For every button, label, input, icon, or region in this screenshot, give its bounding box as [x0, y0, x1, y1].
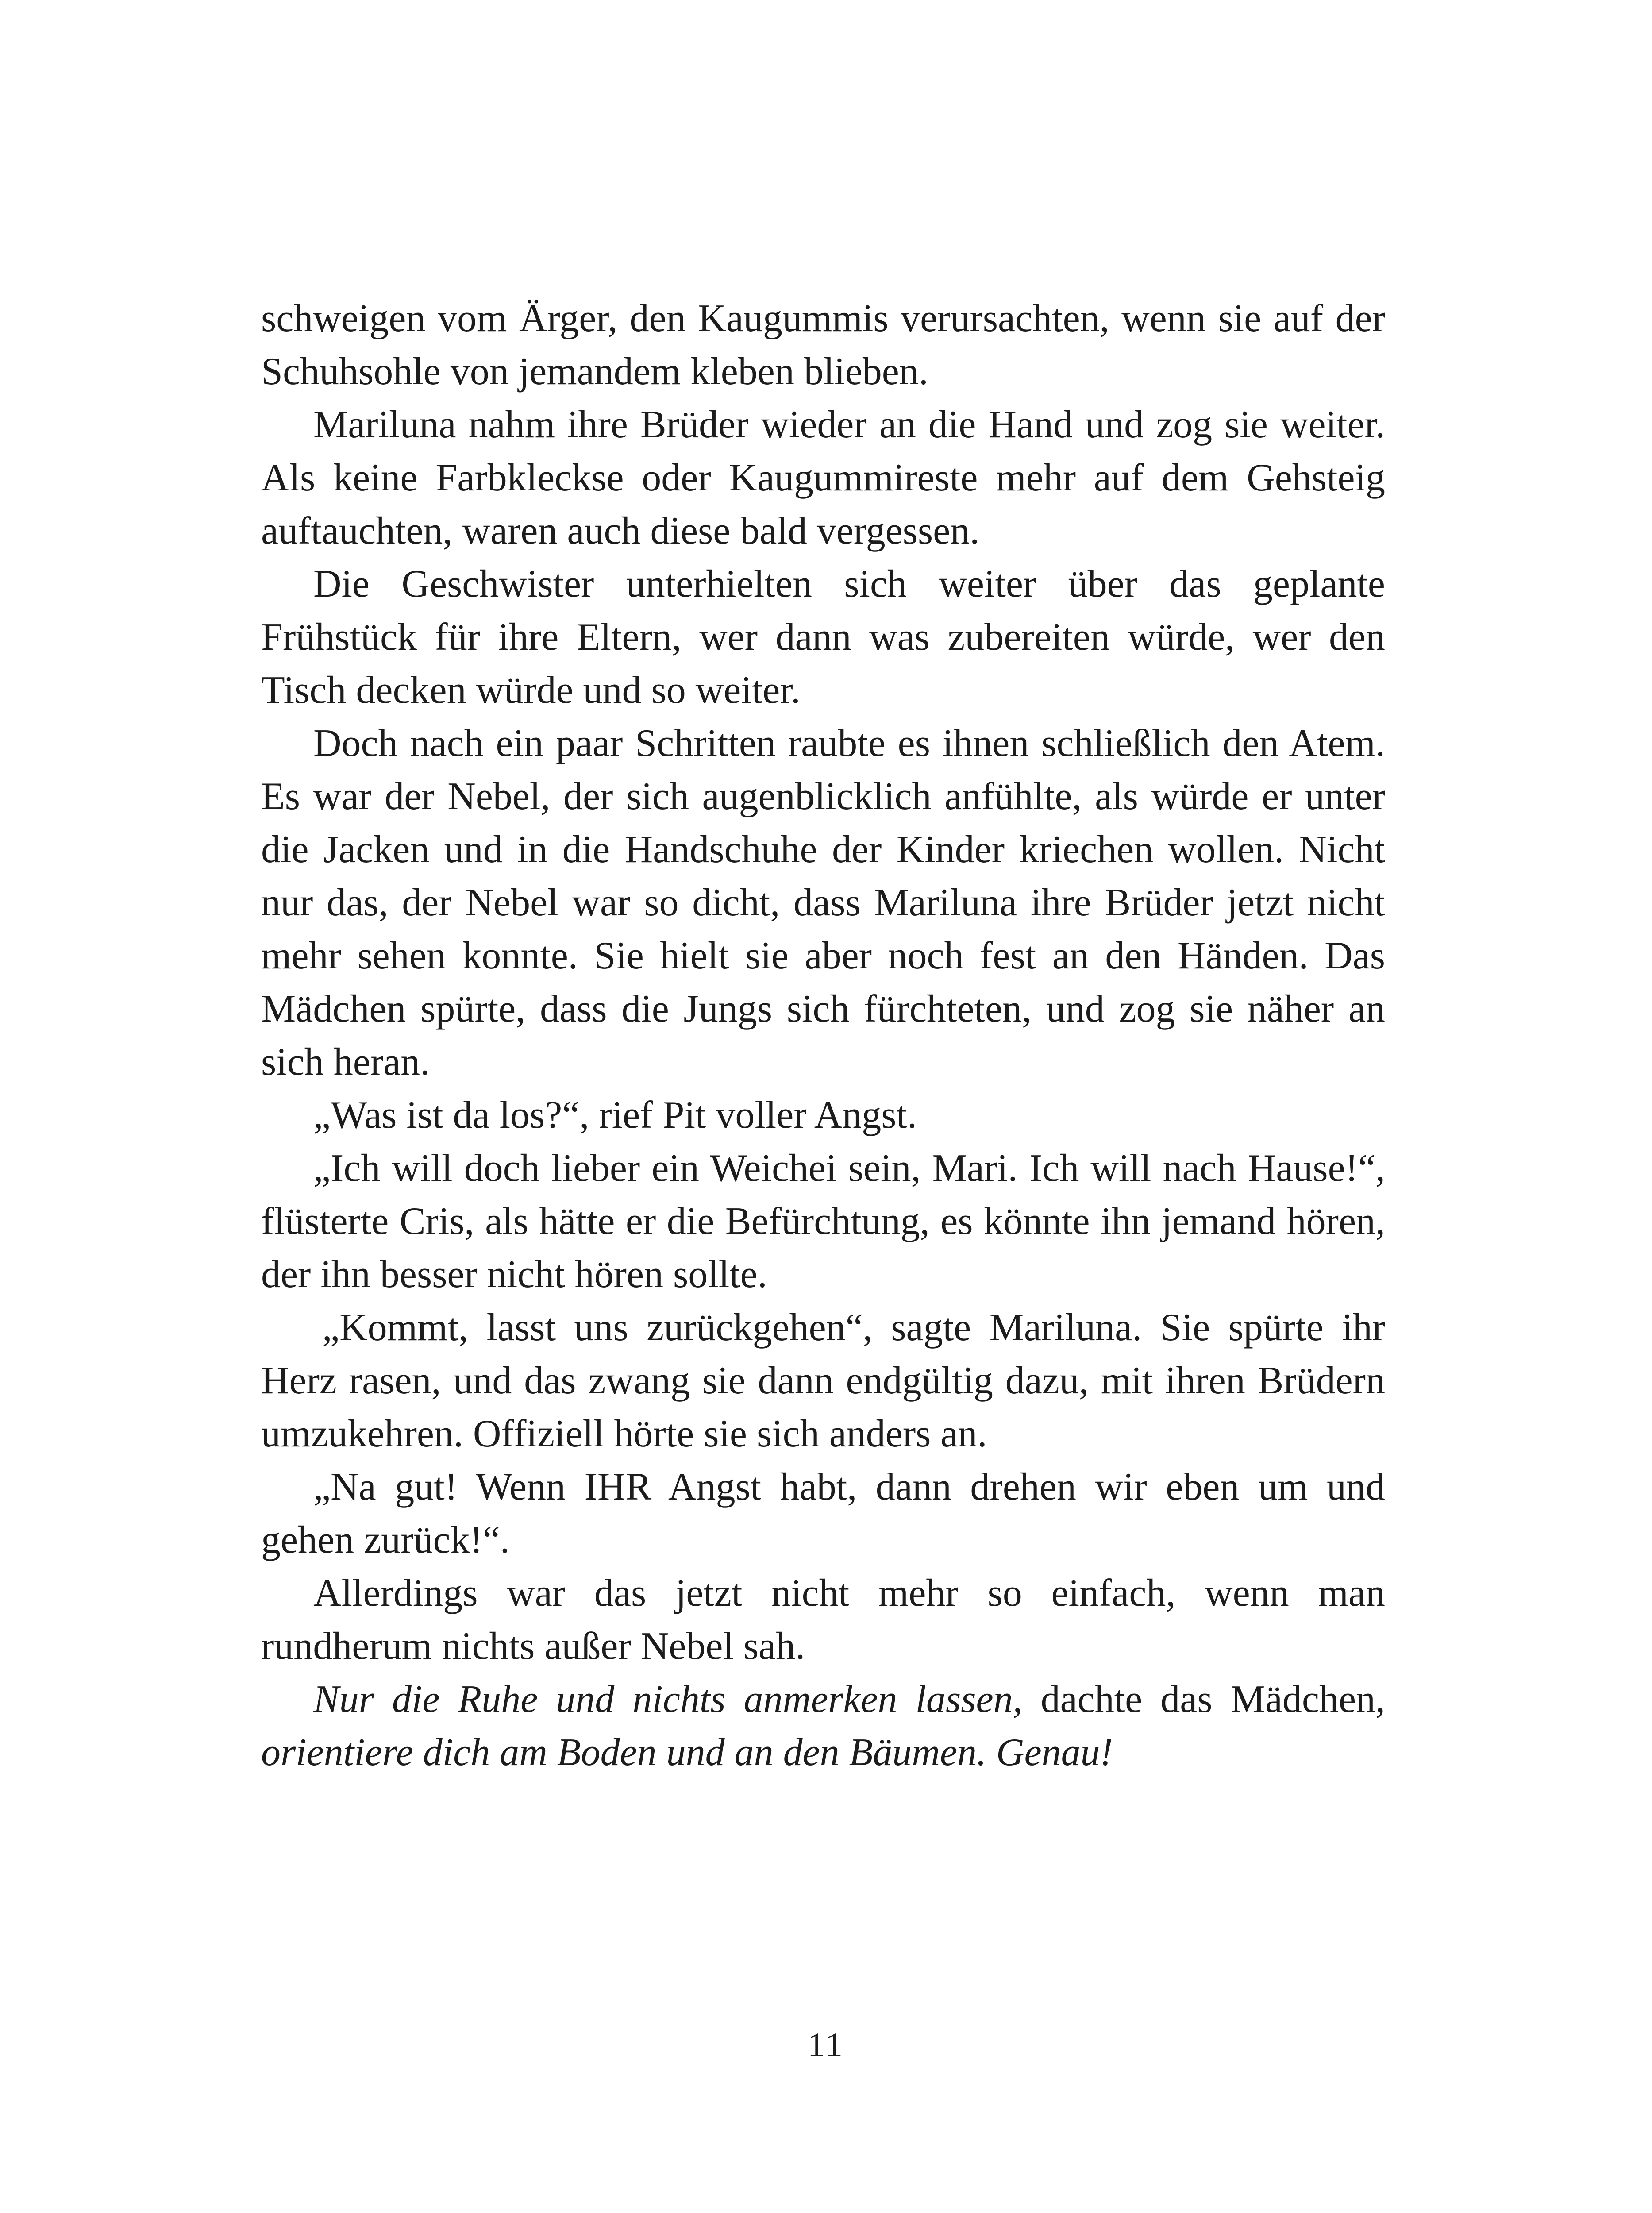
paragraph-4: Doch nach ein paar Schritten raubte es ihnen schließlich den Atem. Es war der Nebel, der sich augenblicklich anfühlte, als würde er unter die Jacken und in die Handschuhe der Kinder kriechen wollen. Nicht nur das, der Nebel war so dicht, dass Mariluna ihre Brüder jetzt nicht mehr sehen konnte. Sie hielt sie aber noch fest an den Händen. Das Mädchen spürte, dass die Jungs sich fürchteten, und zog sie näher an sich heran.	[261, 722, 1385, 1083]
paragraph-7-dialogue-mariluna: „Kommt, lasst uns zurückgehen“, sagte Mariluna. Sie spürte ihr Herz rasen, und das zwang sie dann endgültig dazu, mit ihren Brüdern umzukehren. Offiziell hörte sie sich anders an.	[261, 1306, 1385, 1455]
paragraph-3: Die Geschwister unterhielten sich weiter über das geplante Frühstück für ihre Eltern, wer dann was zubereiten würde, wer den Tisch decken würde und so weiter.	[261, 563, 1385, 712]
paragraph-8-dialogue: „Na gut! Wenn IHR Angst habt, dann drehen wir eben um und gehen zurück!“.	[261, 1465, 1385, 1561]
paragraph-9: Allerdings war das jetzt nicht mehr so einfach, wenn man rundherum nichts außer Nebel sah.	[261, 1572, 1385, 1668]
paragraph-2: Mariluna nahm ihre Brüder wieder an die Hand und zog sie weiter. Als keine Farbkleckse oder Kaugummireste mehr auf dem Gehsteig auftauchten, waren auch diese bald vergessen.	[261, 403, 1385, 552]
page-number: 11	[807, 2025, 845, 2064]
body-text	[261, 292, 1385, 1779]
paragraph-1: schweigen vom Ärger, den Kaugummis verursachten, wenn sie auf der Schuhsohle von jemandem kleben blieben.	[261, 297, 1385, 393]
paragraph-6-dialogue-cris: „Ich will doch lieber ein Weichei sein, Mari. Ich will nach Hause!“, flüsterte Cris, als hätte er die Befürchtung, es könnte ihn jemand hören, der ihn besser nicht hören sollte.	[261, 1147, 1385, 1296]
paragraph-10-thought	[261, 1673, 1385, 1779]
thought-italic-2: orientiere dich am Boden und an den Bäumen. Genau!	[261, 1731, 1113, 1774]
thought-italic-1: Nur die Ruhe und nichts anmerken lassen,	[313, 1678, 1023, 1721]
thought-roman: dachte das Mädchen,	[1022, 1678, 1385, 1721]
paragraph-5-dialogue-pit: „Was ist da los?“, rief Pit voller Angst.	[313, 1094, 917, 1137]
